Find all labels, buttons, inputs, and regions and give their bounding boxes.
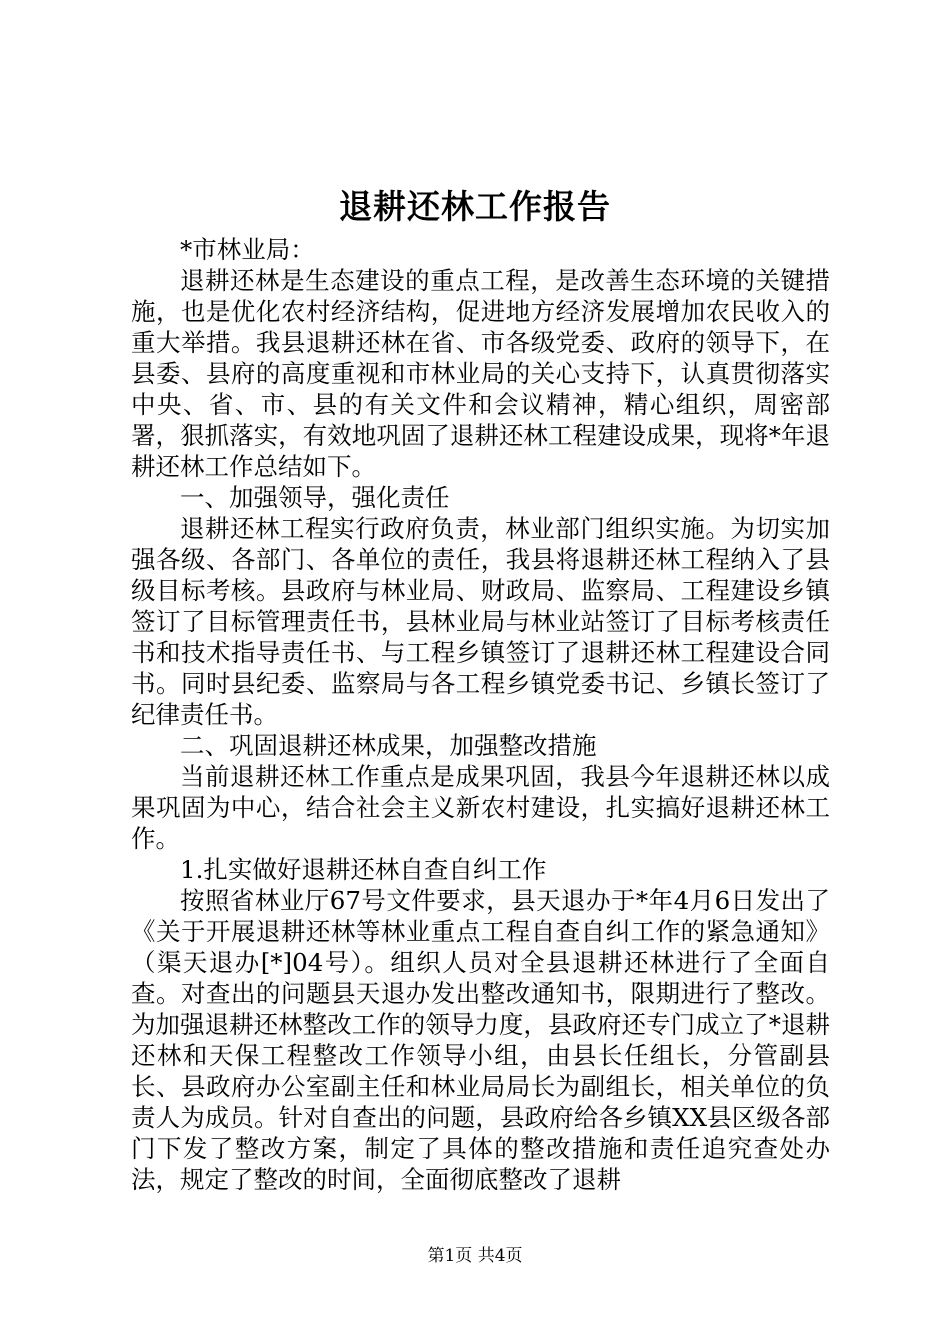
salutation-paragraph: *市林业局：	[180, 235, 315, 264]
section-heading-2: 二、巩固退耕还林成果，加强整改措施	[180, 731, 597, 760]
subsection-heading-1: 1.扎实做好退耕还林自查自纠工作	[180, 855, 547, 884]
intro-paragraph: 退耕还林是生态建设的重点工程，是改善生态环境的关键措施，也是优化农村经济结构，促进地方经济发展增加农民收入的重大举措。我县退耕还林在省、市各级党委、政府的领导下，在县委、县府的高度重视和市林业局的关心支持下，认真贯彻落实中央、省、市、县的有关文件和会议精神，精心组织，周密部署，狠抓落实，有效地巩固了退耕还林工程建设成果，现将*年退耕还林工作总结如下。	[131, 266, 830, 481]
section-heading-1: 一、加强领导，强化责任	[180, 483, 450, 512]
page-footer: 第1页 共4页	[427, 1246, 523, 1266]
document-body	[131, 234, 830, 1195]
section-2-paragraph: 当前退耕还林工作重点是成果巩固，我县今年退耕还林以成果巩固为中心，结合社会主义新农村建设，扎实搞好退耕还林工作。	[131, 762, 830, 853]
subsection-1-paragraph: 按照省林业厅67号文件要求，县天退办于*年4月6日发出了《关于开展退耕还林等林业重点工程自查自纠工作的紧急通知》（渠天退办[*]04号）。组织人员对全县退耕还林进行了全面自查。对查出的问题县天退办发出整改通知书，限期进行了整改。为加强退耕还林整改工作的领导力度，县政府还专门成立了*退耕还林和天保工程整改工作领导小组，由县长任组长，分管副县长、县政府办公室副主任和林业局局长为副组长，相关单位的负责人为成员。针对自查出的问题，县政府给各乡镇XX县区级各部门下发了整改方案，制定了具体的整改措施和责任追究查处办法，规定了整改的时间，全面彻底整改了退耕	[131, 886, 830, 1194]
section-1-paragraph: 退耕还林工程实行政府负责，林业部门组织实施。为切实加强各级、各部门、各单位的责任，我县将退耕还林工程纳入了县级目标考核。县政府与林业局、财政局、监察局、工程建设乡镇签订了目标管理责任书，县林业局与林业站签订了目标考核责任书和技术指导责任书、与工程乡镇签订了退耕还林工程建设合同书。同时县纪委、监察局与各工程乡镇党委书记、乡镇长签订了纪律责任书。	[131, 514, 830, 729]
document-title: 退耕还林工作报告	[339, 187, 611, 226]
